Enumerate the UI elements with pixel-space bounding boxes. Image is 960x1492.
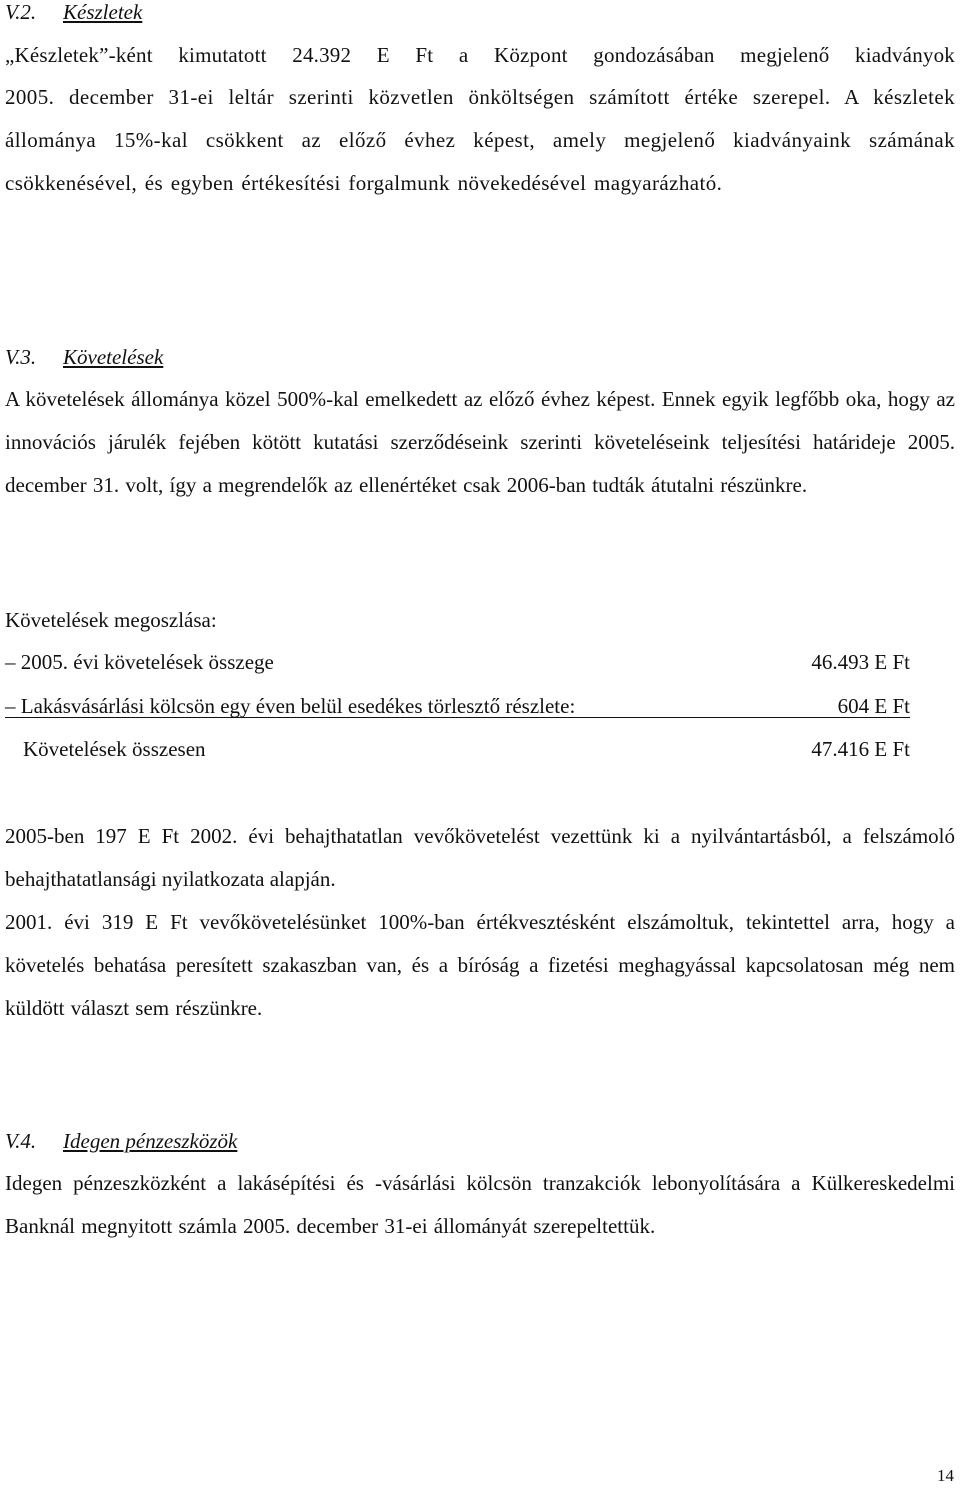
keszletek-paragraph: 2005. december 31-ei leltár szerinti közvetlen önköltségen számított értéke szerepel. A készletek állománya 15%-kal csökkent az előző évhez képest, amely megjelenő kiadványaink számának csökkenésével, és egyben értékesítési forgalmunk növekedésével magyarázható. xyxy=(5,85,955,195)
keszletek-paragraph-line1: „Készletek”-ként kimutatott 24.392 E Ft a Központ gondozásában megjelenő kiadványok xyxy=(5,43,955,67)
breakdown-row xyxy=(5,694,910,718)
section-title: Készletek xyxy=(63,0,143,24)
breakdown-total-label: Követelések összesen xyxy=(23,737,206,761)
section-number: V.3. xyxy=(5,345,37,369)
kovetelesek-paragraph-2: 2005-ben 197 E Ft 2002. évi behajthatatlan vevőkövetelést vezettünk ki a nyilvántartásból, a felszámoló behajthatatlansági nyilatkozata alapján. xyxy=(5,824,955,891)
section-number: V.2. xyxy=(5,0,37,24)
breakdown-title: Követelések megoszlása: xyxy=(5,608,217,632)
penzeszkozok-paragraph: Idegen pénzeszközként a lakásépítési és -vásárlási kölcsön tranzakciók lebonyolítására a Külkereskedelmi Banknál megnyitott számla 2005. december 31-ei állományát szerepeltettük. xyxy=(5,1171,955,1238)
section-title: Követelések xyxy=(63,345,164,369)
breakdown-value: 604 E Ft xyxy=(837,694,910,718)
breakdown-value: 47.416 E Ft xyxy=(811,737,910,761)
section-heading-kovetelesek xyxy=(5,345,955,369)
section-heading-penzeszkozok xyxy=(5,1129,955,1153)
kovetelesek-paragraph: A követelések állománya közel 500%-kal emelkedett az előző évhez képest. Ennek egyik legfőbb oka, hogy az innovációs járulék fejében kötött kutatási szerződéseink szerinti követeléseink teljesítési határideje 2005. december 31. volt, így a megrendelők az ellenértéket csak 2006-ban tudták átutalni részünkre. xyxy=(5,387,955,497)
breakdown-label: – 2005. évi követelések összege xyxy=(5,650,274,674)
page-number: 14 xyxy=(937,1466,954,1485)
breakdown-label xyxy=(5,737,206,761)
breakdown-value: 46.493 E Ft xyxy=(811,650,910,674)
breakdown-label: – Lakásvásárlási kölcsön egy éven belül esedékes törlesztő részlete: xyxy=(5,694,576,718)
breakdown-row xyxy=(5,650,910,674)
section-title: Idegen pénzeszközök xyxy=(63,1129,238,1153)
section-number: V.4. xyxy=(5,1129,37,1153)
breakdown-total-row xyxy=(5,737,910,761)
kovetelesek-paragraph-3: 2001. évi 319 E Ft vevőkövetelésünket 100%-ban értékvesztésként elszámoltuk, tekintettel arra, hogy a követelés behatása peresített szakaszban van, és a bíróság a fizetési meghagyással kapcsolatosan még nem küldött választ sem részünkre. xyxy=(5,910,955,1020)
section-heading-keszletek xyxy=(5,0,955,24)
breakdown-sum-rule xyxy=(5,717,910,718)
